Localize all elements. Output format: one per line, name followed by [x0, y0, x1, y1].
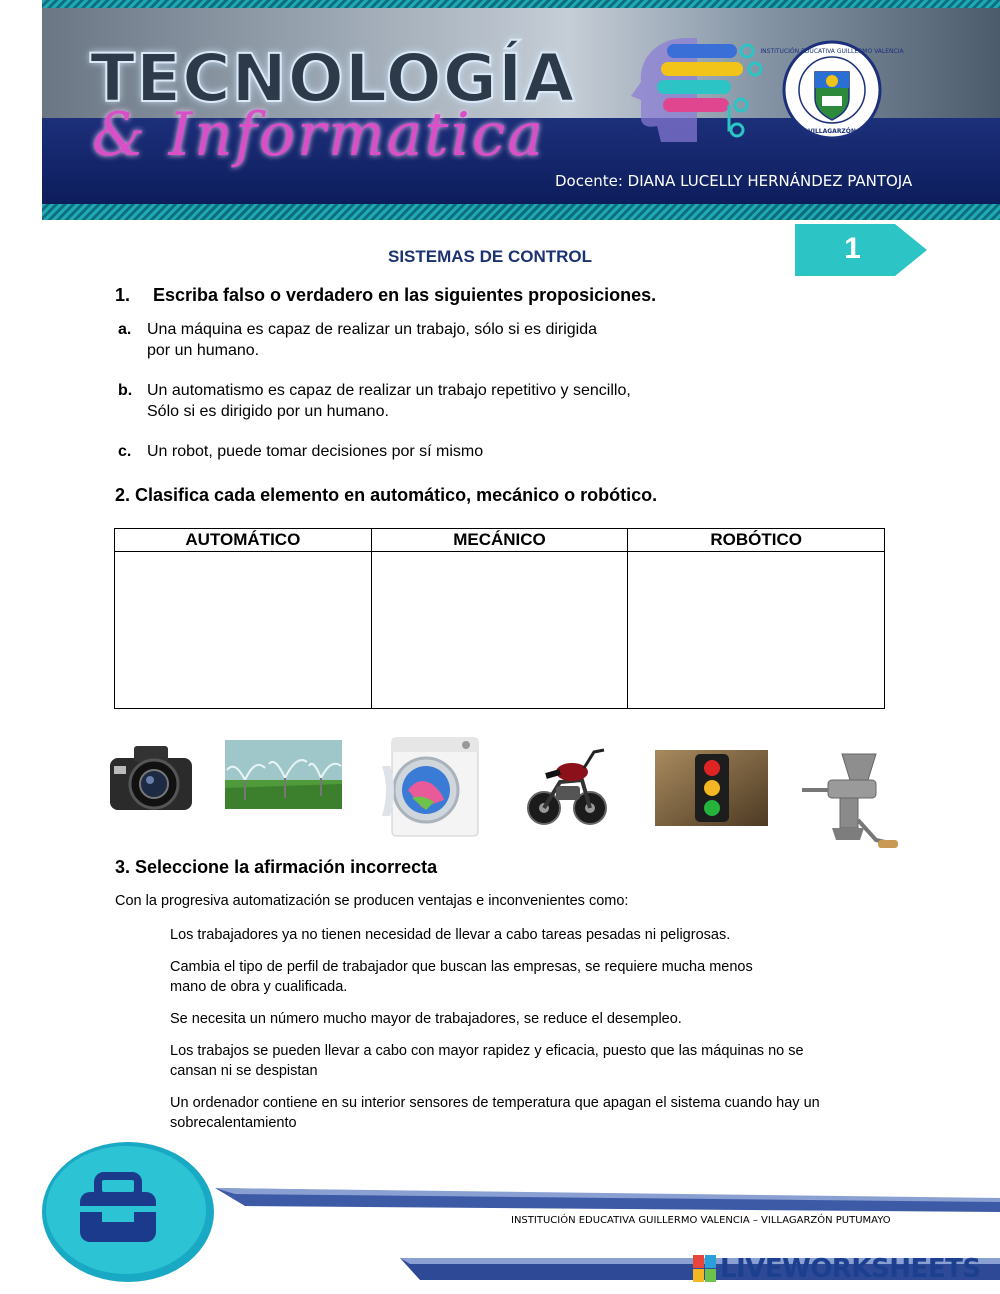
sheet-number: 1: [844, 232, 861, 265]
banner-title: TECNOLOGÍA: [90, 40, 576, 117]
proposition-text: [147, 380, 631, 422]
question-3-heading: 3. Seleccione la afirmación incorrecta: [115, 857, 438, 877]
teacher-name: Docente: DIANA LUCELLY HERNÁNDEZ PANTOJA: [555, 172, 913, 190]
question-3-intro: Con la progresiva automatización se producen ventajas e inconvenientes como:: [115, 893, 629, 909]
option-line: mano de obra y cualificada.: [170, 979, 348, 995]
question-2-heading: 2. Clasifica cada elemento en automático, mecánico o robótico.: [115, 485, 658, 505]
motorcycle-picture[interactable]: [526, 742, 608, 828]
liveworksheets-logo-icon: [693, 1255, 717, 1283]
option-line: sobrecalentamiento: [170, 1115, 297, 1131]
sheet-number-tag: [795, 224, 927, 276]
drop-zone-robotico[interactable]: [628, 552, 885, 709]
banner-subtitle: & Informatica: [92, 100, 546, 170]
svg-text:INSTITUCIÓN EDUCATIVA GUILLERM: INSTITUCIÓN EDUCATIVA GUILLERMO VALENCIA: [760, 48, 904, 55]
option-line: Cambia el tipo de perfil de trabajador que buscan las empresas, se requiere mucha menos: [170, 959, 753, 975]
option-3[interactable]: [170, 1009, 682, 1029]
proposition-letter: b.: [118, 382, 133, 399]
proposition-line: Sólo si es dirigido por un humano.: [147, 403, 389, 420]
banner-top-stripe: [42, 0, 1000, 8]
manual-grain-mill-picture[interactable]: [798, 750, 898, 854]
option-line: cansan ni se despistan: [170, 1063, 318, 1079]
option-5[interactable]: [170, 1093, 820, 1133]
option-line: Un ordenador contiene en su interior sensores de temperatura que apagan el sistema cuando hay un: [170, 1095, 820, 1111]
traffic-light-picture[interactable]: [655, 750, 768, 826]
footer-band: [215, 1188, 1000, 1212]
proposition-letter: c.: [118, 443, 132, 460]
question-1-heading: [115, 285, 656, 306]
proposition-line: por un humano.: [147, 342, 260, 359]
sheet-title: SISTEMAS DE CONTROL: [388, 247, 593, 266]
proposition-line: Una máquina es capaz de realizar un trabajo, sólo si es dirigida: [147, 321, 598, 338]
banner-bottom-stripe: [42, 204, 1000, 220]
proposition-line: Un robot, puede tomar decisiones por sí mismo: [147, 443, 484, 460]
school-logo-seal: [760, 40, 904, 140]
classification-table: [114, 528, 885, 709]
header-banner: [42, 0, 1000, 220]
column-header-mecanico: MECÁNICO: [371, 529, 628, 552]
drop-zone-automatico[interactable]: [115, 552, 372, 709]
washing-machine-picture[interactable]: [382, 736, 480, 838]
option-1[interactable]: [170, 925, 730, 945]
svg-text:VILLAGARZÓN: VILLAGARZÓN: [808, 128, 856, 135]
proposition-letter: a.: [118, 321, 132, 338]
option-2[interactable]: [170, 957, 753, 997]
irrigation-sprinklers-picture[interactable]: [225, 740, 342, 809]
liveworksheets-brand: LIVEWORKSHEETS: [720, 1254, 981, 1284]
proposition-text: [147, 319, 597, 361]
draggable-pictures: [0, 730, 1000, 860]
option-line: Los trabajos se pueden llevar a cabo con mayor rapidez y eficacia, puesto que las máquinas no se: [170, 1043, 804, 1059]
option-line: Los trabajadores ya no tienen necesidad de llevar a cabo tareas pesadas ni peligrosas.: [170, 927, 731, 943]
digital-head-icon: [627, 30, 767, 150]
option-line: Se necesita un número mucho mayor de trabajadores, se reduce el desempleo.: [170, 1011, 682, 1027]
question-1-text: Escriba falso o verdadero en las siguientes proposiciones.: [153, 285, 657, 305]
drop-zone-mecanico[interactable]: [371, 552, 628, 709]
footer-institution: INSTITUCIÓN EDUCATIVA GUILLERMO VALENCIA – VILLAGARZÓN PUTUMAYO: [511, 1215, 891, 1226]
option-4[interactable]: [170, 1041, 804, 1081]
proposition-text: [147, 441, 483, 462]
proposition-line: Un automatismo es capaz de realizar un trabajo repetitivo y sencillo,: [147, 382, 631, 399]
column-header-robotico: ROBÓTICO: [628, 529, 885, 552]
question-1-number: 1.: [115, 285, 131, 305]
footer-badge: [40, 1140, 215, 1282]
camera-picture[interactable]: [108, 740, 194, 816]
column-header-automatico: AUTOMÁTICO: [115, 529, 372, 552]
